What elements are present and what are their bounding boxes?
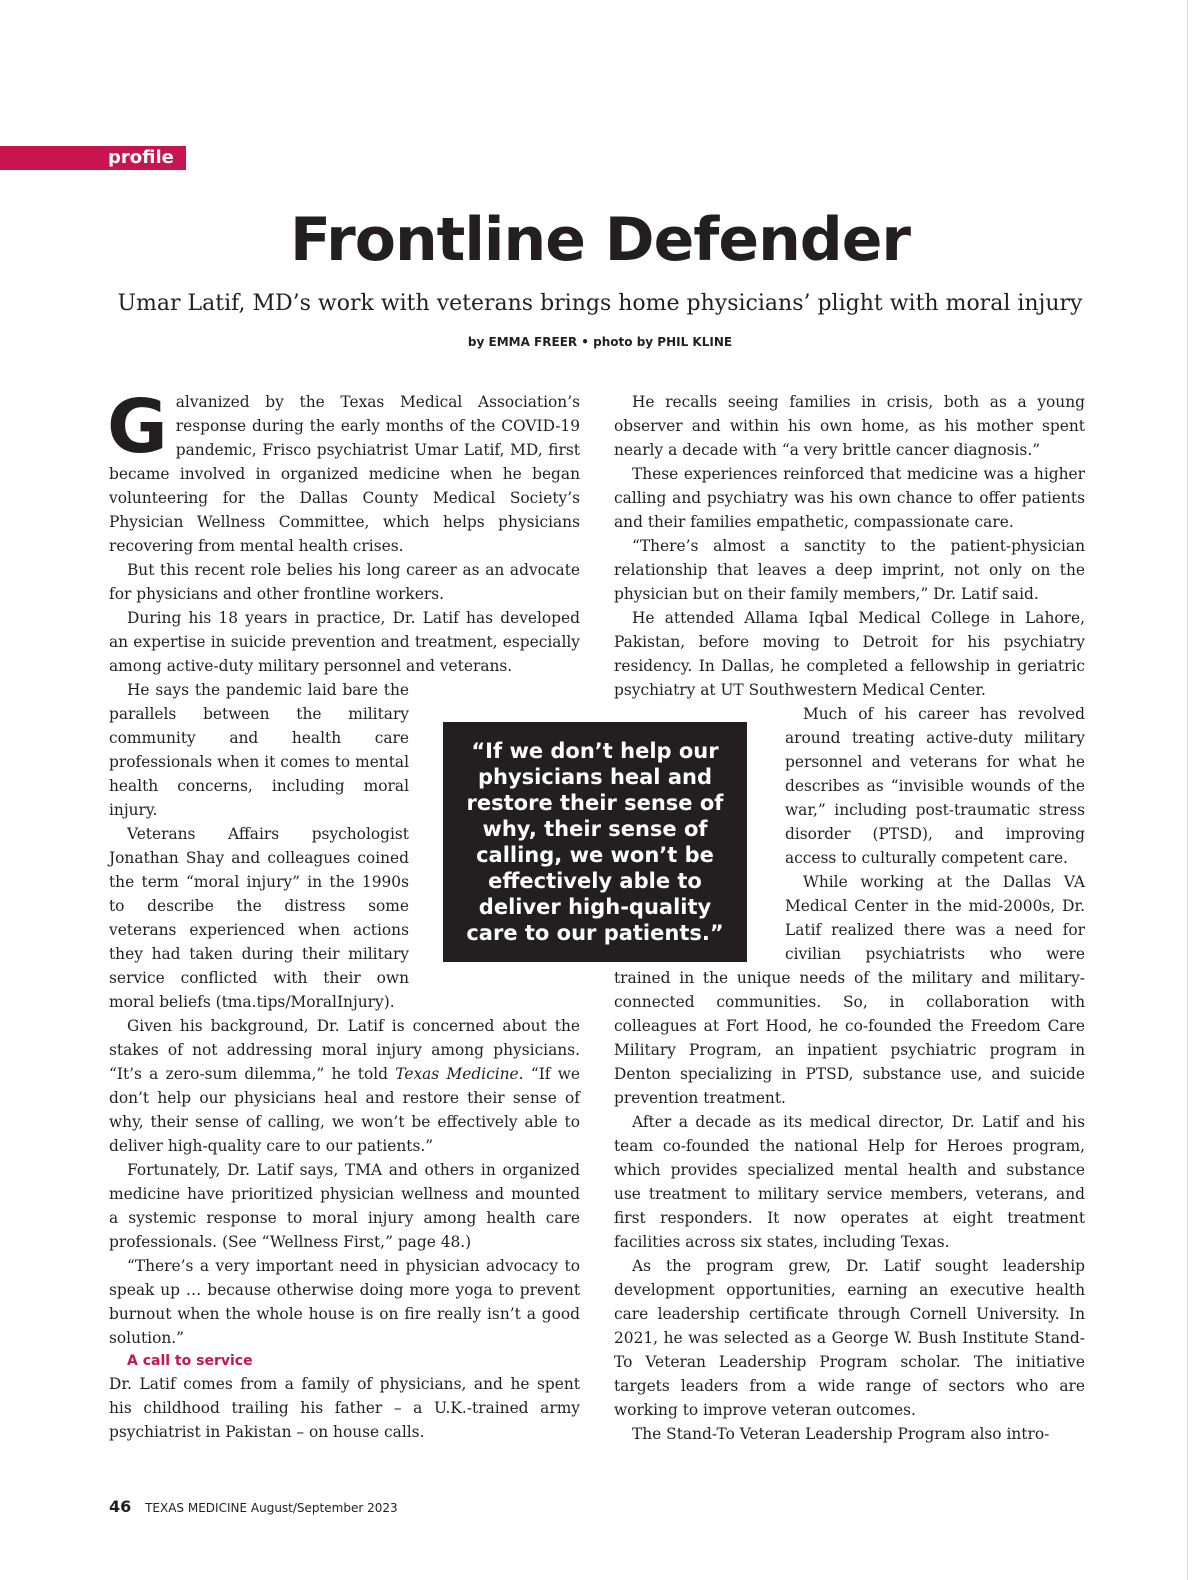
paragraph: “There’s almost a sanctity to the patient-physician relationship that leaves a deep imprint, not only on the physician but on their family members,” Dr. Latif said.	[614, 537, 1085, 603]
drop-cap: G	[107, 384, 168, 470]
paragraph: The Stand-To Veteran Leadership Program also intro-	[632, 1425, 1050, 1443]
paragraph: Much of his career has revolved around treating active-duty military personnel and veterans for what he describes as “invisible wounds of the war,” including post-traumatic stress disorder (PTSD), and improving access to culturally competent care.	[785, 705, 1085, 867]
publication-name: TEXAS MEDICINE	[145, 1501, 248, 1515]
paragraph: Dr. Latif comes from a family of physicians, and he spent his childhood trailing his father – a U.K.-trained army psychiatrist in Pakistan – on house calls.	[109, 1375, 580, 1441]
paragraph: As the program grew, Dr. Latif sought leadership development opportunities, earning an executive health care leadership certificate through Cornell University. In 2021, he was selected as a George W. Bush Institute Stand-To Veteran Leadership Program scholar. The initiative targets leaders from a wide range of sectors who are working to improve veteran outcomes.	[614, 1257, 1085, 1419]
section-label: profile	[108, 147, 174, 168]
pull-quote	[443, 722, 747, 962]
paragraph: Fortunately, Dr. Latif says, TMA and others in organized medicine have prioritized physician wellness and mounted a systemic response to moral injury among health care professionals. (See “Wellness First,” page 48.)	[109, 1161, 580, 1251]
issue-date: August/September 2023	[250, 1501, 398, 1515]
paragraph: After a decade as its medical director, Dr. Latif and his team co-founded the national Help for Heroes program, which provides specialized mental health and substance use treatment to military service members, veterans, and first responders. It now operates at eight treatment facilities across six states, including Texas.	[614, 1113, 1085, 1251]
paragraph: “There’s a very important need in physician advocacy to speak up … because otherwise doing more yoga to prevent burnout when the whole house is on fire really isn’t a good solution.”	[109, 1257, 580, 1347]
byline: by EMMA FREER • photo by PHIL KLINE	[467, 335, 733, 349]
subhead: A call to service	[127, 1353, 253, 1369]
page-number: 46	[109, 1497, 132, 1516]
section-tag	[0, 146, 186, 170]
paragraph: Galvanized by the Texas Medical Association’s response during the early months of the COVID-19 pandemic, Frisco psychiatrist Umar Latif, MD, first became involved in organized medicine when he began volunteering for the Dallas County Medical Society’s Physician Wellness Committee, which helps physicians recovering from mental health crises.	[107, 384, 580, 555]
pull-quote-text: “If we don’t help our physicians heal and restore their sense of why, their sense of calling, we won’t be effectively able to deliver high-quality care to our patients.”	[466, 739, 724, 945]
paragraph: While working at the Dallas VA Medical Center in the mid-2000s, Dr. Latif realized there was a need for civilian psychiatrists who were trained in the unique needs of the military and military-connected communities. So, in collaboration with colleagues at Fort Hood, he co-founded the Freedom Care Military Program, an inpatient psychiatric program in Denton specializing in PTSD, substance use, and suicide prevention treatment.	[614, 873, 1085, 1107]
article-deck: Umar Latif, MD’s work with veterans brings home physicians’ plight with moral injury	[117, 291, 1083, 316]
paragraph: But this recent role belies his long career as an advocate for physicians and other frontline workers.	[109, 561, 580, 603]
paragraph: Veterans Affairs psychologist Jonathan Shay and colleagues coined the term “moral injury” in the 1990s to describe the distress some veterans experienced when actions they had taken during their military service conflicted with their own moral beliefs (tma.tips/MoralInjury).	[109, 825, 409, 1011]
paragraph: He says the pandemic laid bare the parallels between the military community and health care professionals when it comes to mental health concerns, including moral injury.	[109, 681, 409, 819]
page-footer	[109, 1497, 398, 1518]
publication-title: Texas Medicine	[395, 1065, 519, 1083]
paragraph: During his 18 years in practice, Dr. Latif has developed an expertise in suicide prevention and treatment, especially among active-duty military personnel and veterans.	[109, 609, 580, 675]
paragraph: He recalls seeing families in crisis, both as a young observer and within his own home, as his mother spent nearly a decade with “a very brittle cancer diagnosis.”	[614, 393, 1085, 459]
article-title: Frontline Defender	[289, 205, 911, 275]
paragraph: Given his background, Dr. Latif is concerned about the stakes of not addressing moral injury among physicians. “It’s a zero-sum dilemma,” he told Texas Medicine. “If we don’t help our physicians heal and restore their sense of why, their sense of calling, we won’t be effectively able to deliver high-quality care to our patients.”	[109, 1017, 581, 1155]
paragraph: He attended Allama Iqbal Medical College in Lahore, Pakistan, before moving to Detroit for his psychiatry residency. In Dallas, he completed a fellowship in geriatric psychiatry at UT Southwestern Medical Center.	[614, 609, 1085, 699]
paragraph: These experiences reinforced that medicine was a higher calling and psychiatry was his own chance to offer patients and their families empathetic, compassionate care.	[614, 465, 1085, 531]
